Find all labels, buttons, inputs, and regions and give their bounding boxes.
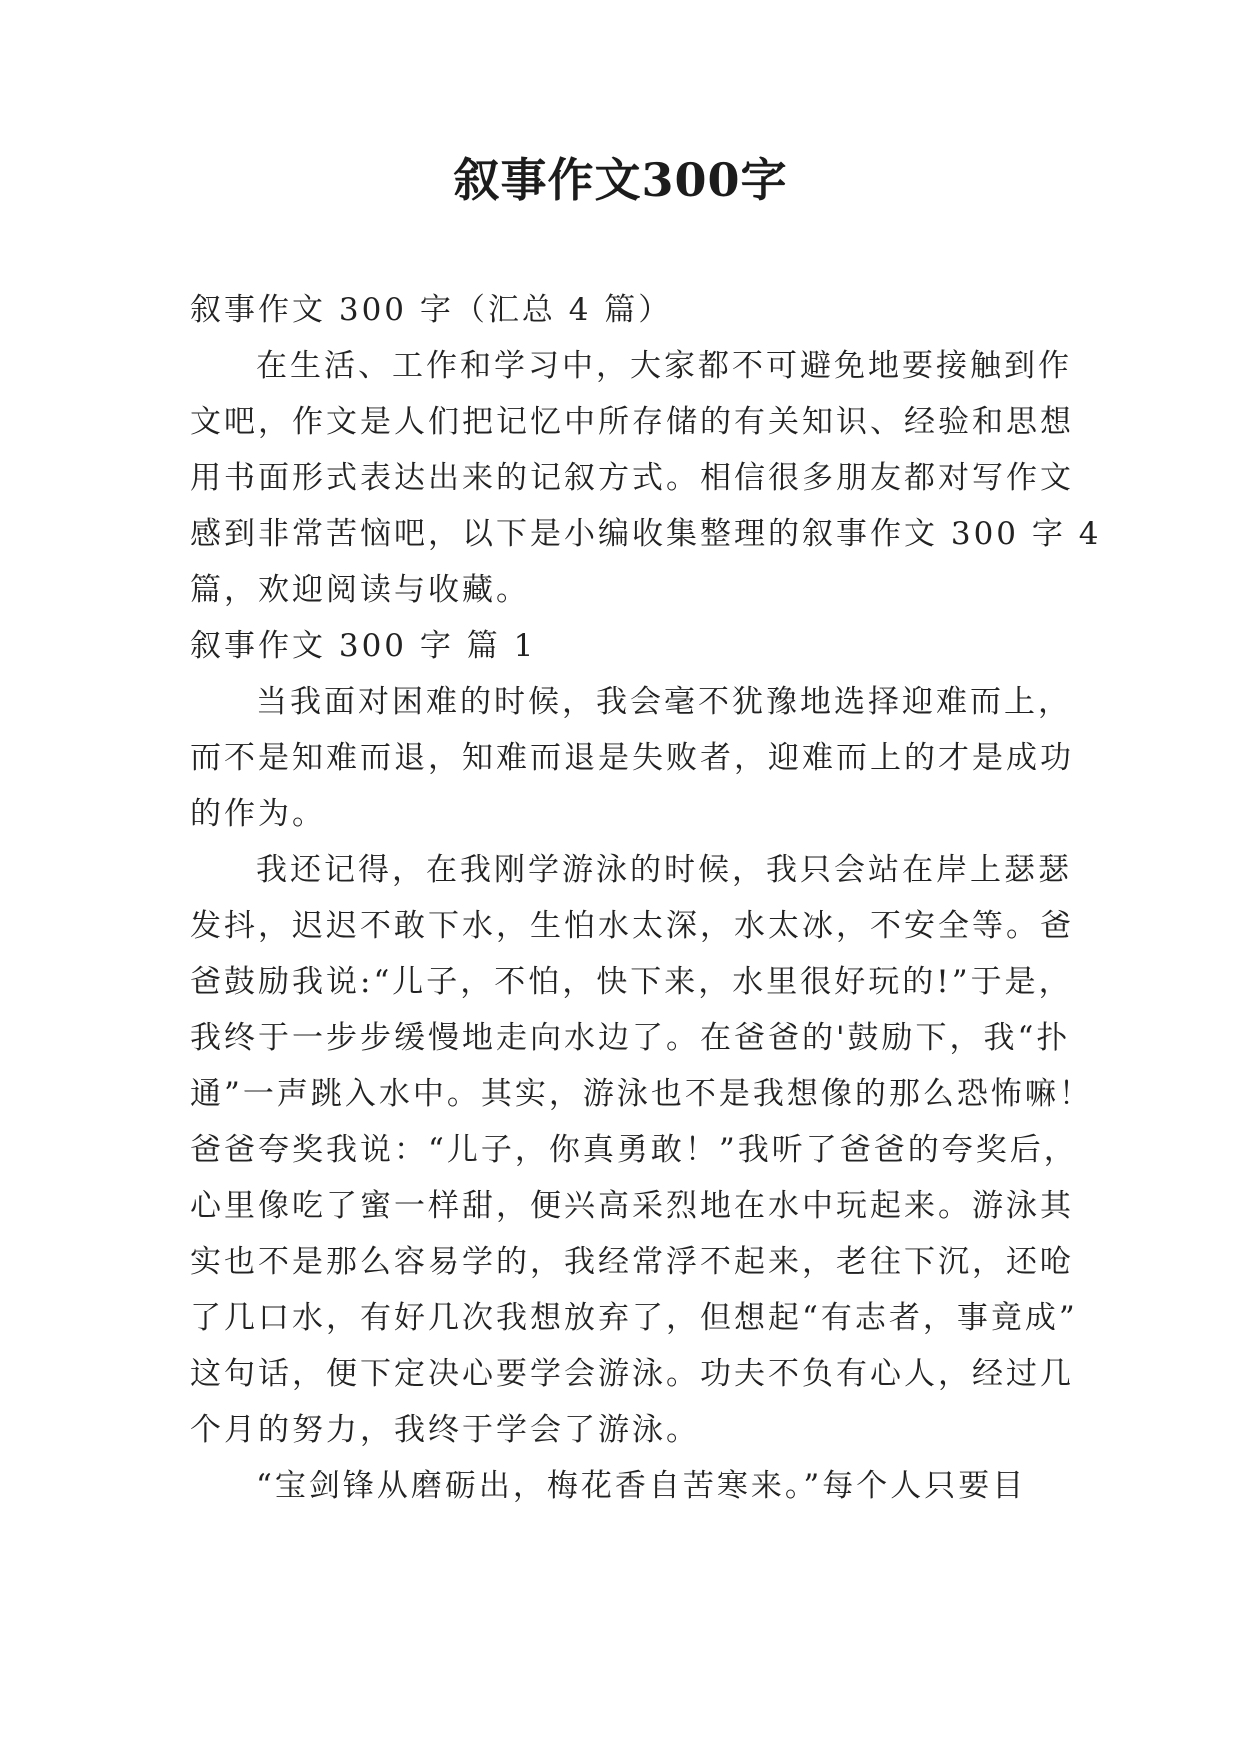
- line-text: 篇，欢迎阅读与收藏。: [190, 572, 530, 608]
- text-line: [190, 562, 1050, 618]
- text-line: [190, 338, 1072, 394]
- text-line: [190, 898, 1074, 954]
- line-text: 文吧，作文是人们把记忆中所存储的有关知识、经验和思想: [190, 404, 1074, 440]
- text-line: [190, 730, 1074, 786]
- text-line: [190, 450, 1074, 506]
- text-line: [190, 1178, 1074, 1234]
- line-text: 而不是知难而退，知难而退是失败者，迎难而上的才是成功: [190, 740, 1074, 776]
- text-line: [190, 394, 1074, 450]
- line-text: 这句话，便下定决心要学会游泳。功夫不负有心人，经过几: [190, 1356, 1074, 1392]
- document-body: [190, 282, 1102, 1514]
- text-line: [190, 506, 1102, 562]
- text-line: [190, 282, 1050, 338]
- text-line: [190, 786, 1050, 842]
- line-text: 我终于一步步缓慢地走向水边了。在爸爸的'鼓励下，我“扑: [190, 1020, 1071, 1056]
- line-text: 通”一声跳入水中。其实，游泳也不是我想像的那么恐怖嘛！: [190, 1076, 1093, 1112]
- line-text: “宝剑锋从磨砺出，梅花香自苦寒来。”每个人只要目: [256, 1468, 1027, 1504]
- text-line: [190, 1458, 1050, 1514]
- line-text: 实也不是那么容易学的，我经常浮不起来，老往下沉，还呛: [190, 1244, 1074, 1280]
- text-line: [190, 1290, 1078, 1346]
- line-text: 爸鼓励我说:“儿子，不怕，快下来，水里很好玩的!”于是，: [190, 964, 1073, 1000]
- line-text: 的作为。: [190, 796, 326, 832]
- text-line: [190, 618, 1050, 674]
- line-text: 当我面对困难的时候，我会毫不犹豫地选择迎难而上，: [256, 684, 1072, 720]
- line-text: 爸爸夸奖我说：“儿子，你真勇敢！”我听了爸爸的夸奖后，: [190, 1132, 1078, 1168]
- document-title: 叙事作文300字: [453, 153, 788, 207]
- line-text: 了几口水，有好几次我想放弃了，但想起“有志者，事竟成”: [190, 1300, 1078, 1336]
- text-line: [190, 674, 1072, 730]
- line-text: 感到非常苦恼吧，以下是小编收集整理的叙事作文 300 字 4: [190, 516, 1102, 552]
- text-line: [190, 1346, 1074, 1402]
- line-text: 我还记得，在我刚学游泳的时候，我只会站在岸上瑟瑟: [256, 852, 1072, 888]
- text-line: [190, 1010, 1071, 1066]
- text-line: [190, 954, 1073, 1010]
- text-line: [190, 1402, 1050, 1458]
- line-text: 心里像吃了蜜一样甜，便兴高采烈地在水中玩起来。游泳其: [190, 1188, 1074, 1224]
- line-text: 发抖，迟迟不敢下水，生怕水太深，水太冰，不安全等。爸: [190, 908, 1074, 944]
- text-line: [190, 1234, 1074, 1290]
- line-text: 个月的努力，我终于学会了游泳。: [190, 1412, 700, 1448]
- line-text: 用书面形式表达出来的记叙方式。相信很多朋友都对写作文: [190, 460, 1074, 496]
- line-text: 叙事作文 300 字（汇总 4 篇）: [190, 292, 673, 328]
- text-line: [190, 1066, 1093, 1122]
- line-text: 在生活、工作和学习中，大家都不可避免地要接触到作: [256, 348, 1072, 384]
- text-line: [190, 842, 1072, 898]
- line-text: 叙事作文 300 字 篇 1: [190, 628, 537, 664]
- text-line: [190, 1122, 1078, 1178]
